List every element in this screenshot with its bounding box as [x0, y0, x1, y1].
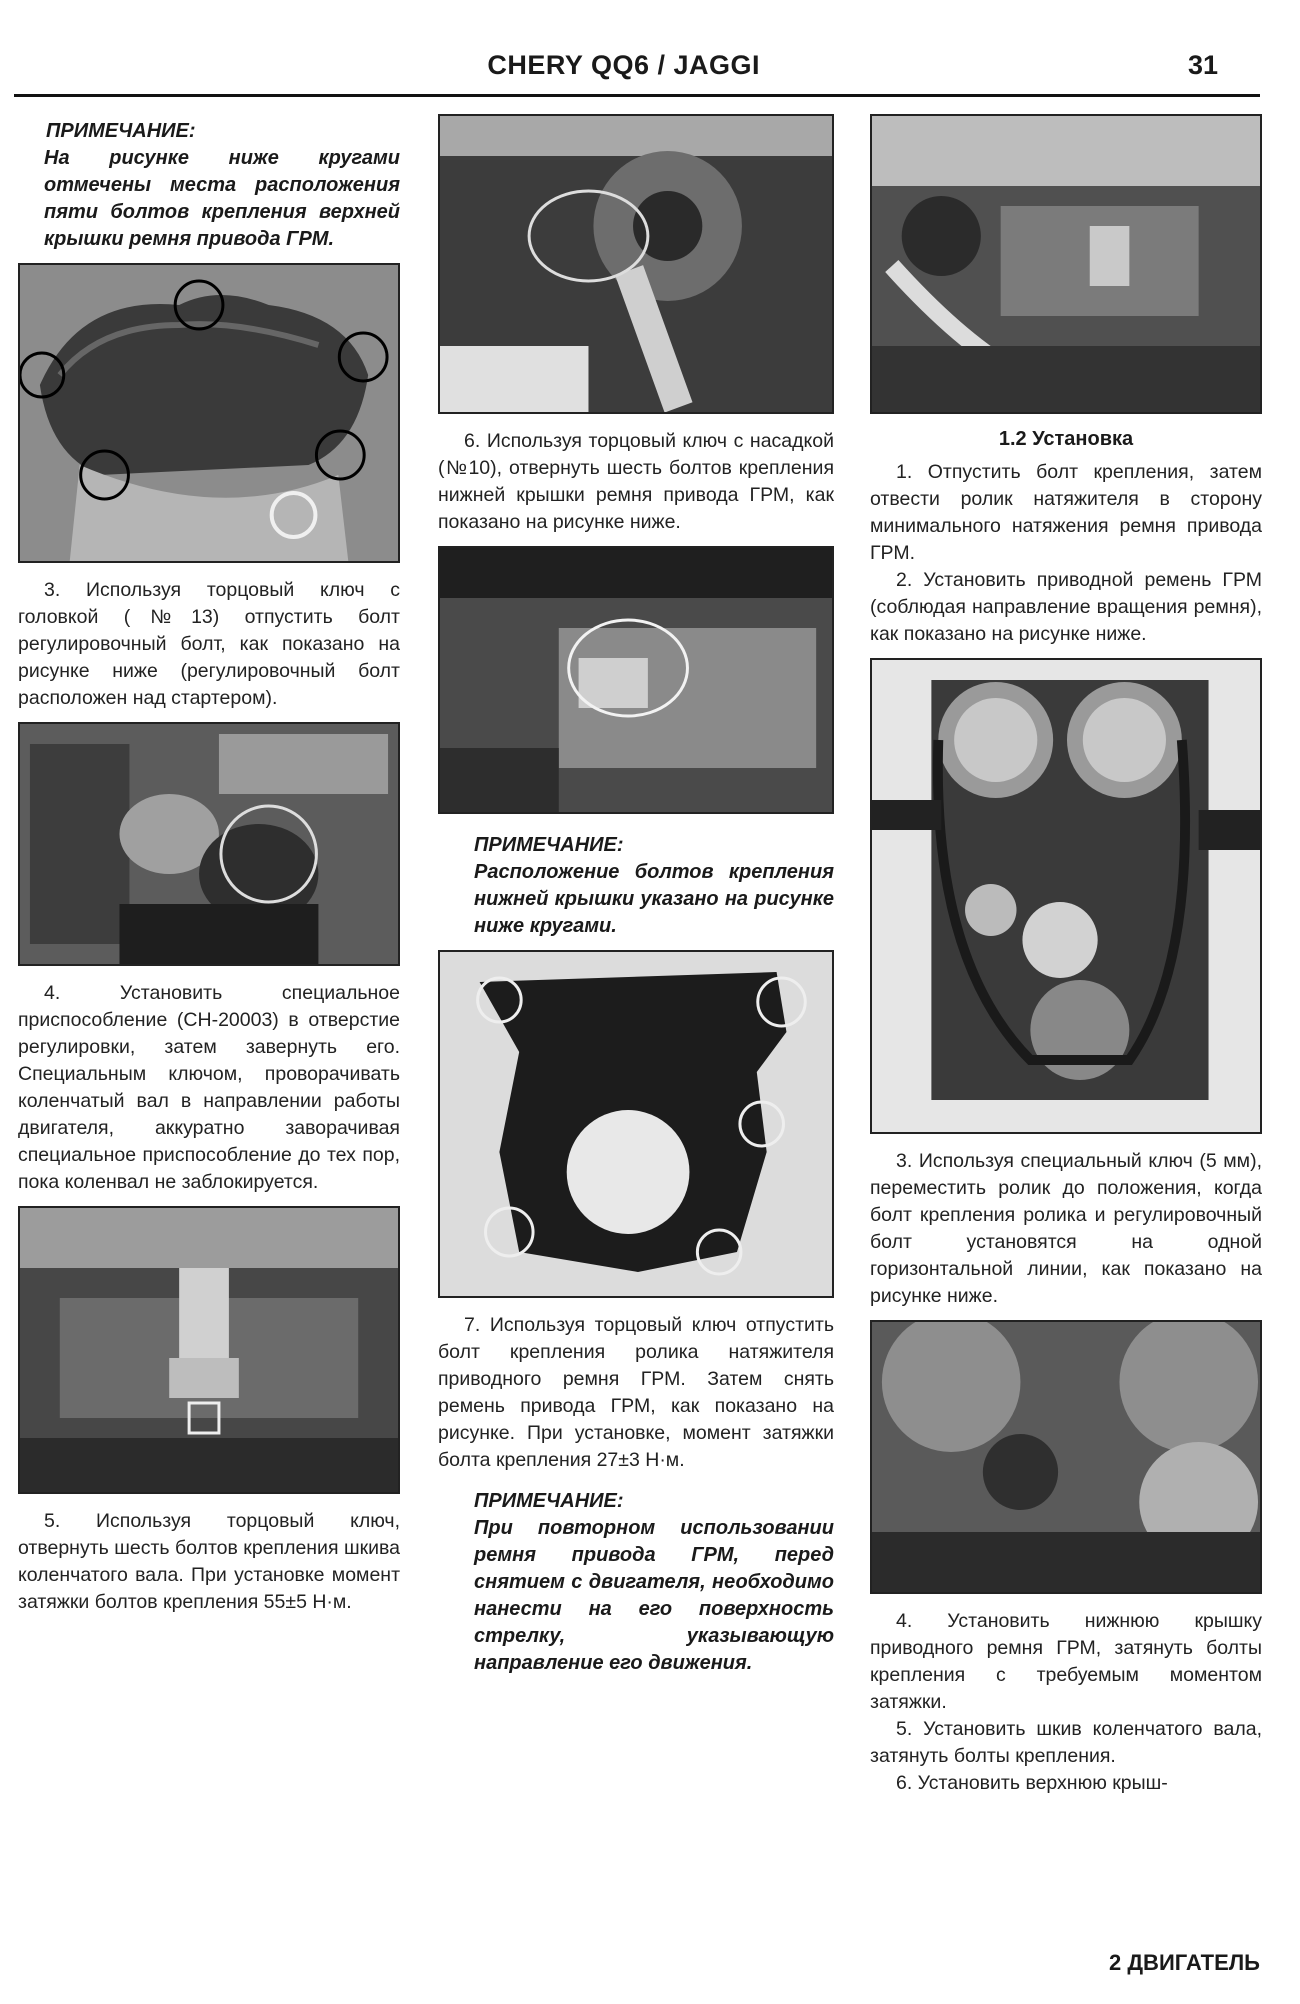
note-title: ПРИМЕЧАНИЕ: — [46, 120, 196, 142]
book-title: CHERY QQ6 / JAGGI — [487, 50, 760, 80]
note-2-title: ПРИМЕЧАНИЕ: — [474, 834, 624, 856]
photo-lower-cover-bolt — [438, 546, 834, 814]
note-3-body: При повторном использовании ремня привода ГРМ, перед снятием с двигателя, необходимо нанести на его поверхность стрелку, указывающую направление его движения. — [474, 1517, 834, 1674]
step-4-text: 4. Установить специальное приспособление (CH-20003) в отверстие регулировки, затем завернуть его. Специальным ключом, проворачивать коленчатый вал в направлении работы двигателя, аккуратно заворачивая специальное приспособление до тех пор, пока коленвал не заблокируется. — [18, 982, 400, 1193]
install-step-4: 4. Установить нижнюю крышку приводного ремня ГРМ, затянуть болты крепления с требуемым моментом затяжки. — [870, 1610, 1262, 1713]
step-7-text: 7. Используя торцовый ключ отпустить болт крепления ролика натяжителя приводного ремня ГРМ. Затем снять ремень привода ГРМ, как показано на рисунке. При установке, момент затяжки болта крепления 27±3 Н·м. — [438, 1314, 834, 1471]
photo-lower-cover-removal — [438, 114, 834, 414]
photo-roller-alignment — [870, 1320, 1262, 1594]
install-step-6: 6. Установить верхнюю крыш- — [896, 1772, 1168, 1794]
photo-adjusting-bolt — [18, 722, 400, 966]
column-middle — [438, 112, 834, 1683]
note-2-body: Расположение болтов крепления нижней крышки указано на рисунке ниже кругами. — [474, 861, 834, 937]
install-step-2: 2. Установить приводной ремень ГРМ (соблюдая направление вращения ремня), как показано на рисунке ниже. — [870, 569, 1262, 645]
note-3-title: ПРИМЕЧАНИЕ: — [474, 1490, 624, 1512]
photo-lower-cover-diagram — [438, 950, 834, 1298]
install-step-1: 1. Отпустить болт крепления, затем отвести ролик натяжителя в сторону минимального натяжения ремня привода ГРМ. — [870, 461, 1262, 564]
page-number: 31 — [1187, 50, 1218, 80]
page-header — [14, 38, 1260, 97]
section-subheading: 1.2 Установка — [998, 428, 1134, 450]
photo-timing-belt-engine — [870, 658, 1262, 1134]
step-6-text: 6. Используя торцовый ключ с насадкой (№10), отвернуть шесть болтов крепления нижней крышки ремня привода ГРМ, как показано на рисунке ниже. — [438, 430, 834, 533]
section-footer: 2 ДВИГАТЕЛЬ — [1109, 1950, 1260, 1975]
photo-upper-cover-bolts — [18, 263, 400, 563]
column-right — [870, 112, 1262, 1797]
step-5-text: 5. Используя торцовый ключ, отвернуть шесть болтов крепления шкива коленчатого вала. При установке момент затяжки болтов крепления 55±5 Н·м. — [18, 1510, 400, 1613]
step-3-text: 3. Используя торцовый ключ с головкой (№13) отпустить болт регулировочный болт, как показано на рисунке ниже (регулировочный болт расположен над стартером). — [18, 579, 400, 709]
install-step-5: 5. Установить шкив коленчатого вала, затянуть болты крепления. — [870, 1718, 1262, 1767]
note-body: На рисунке ниже кругами отмечены места расположения пяти болтов крепления верхней крышки ремня привода ГРМ. — [44, 147, 400, 250]
install-step-3: 3. Используя специальный ключ (5 мм), переместить ролик до положения, когда болт крепления ролика и регулировочный болт установятся на одной горизонтальной линии, как показано на рисунке ниже. — [870, 1150, 1262, 1307]
photo-tensioner-roller — [870, 114, 1262, 414]
column-left — [18, 112, 400, 1616]
photo-crankshaft-lock — [18, 1206, 400, 1494]
